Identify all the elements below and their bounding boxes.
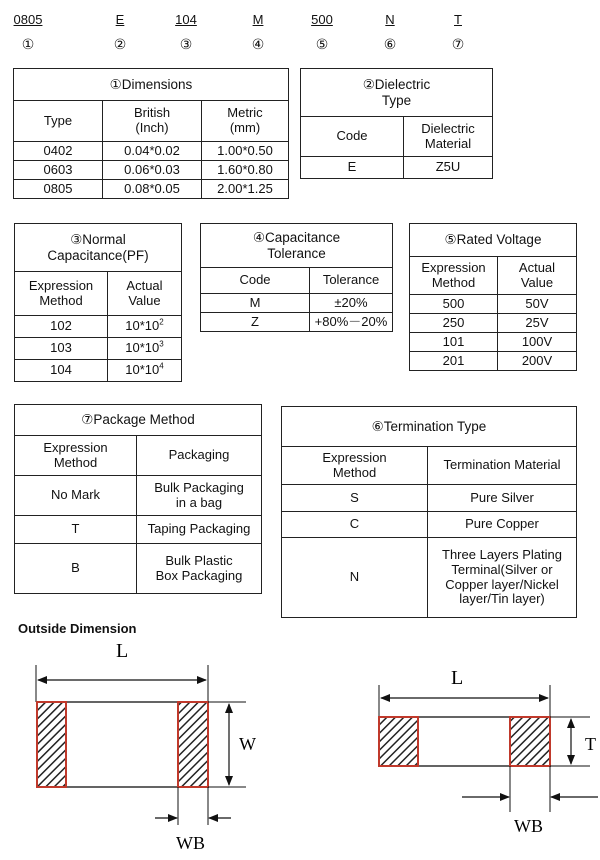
cell-packaging: Bulk Packaging in a bag [137,476,262,516]
col-expression: Expression Method [15,436,137,476]
cell-value: $10*10^4$ [108,360,182,382]
cell-expression: S [282,485,428,512]
part-code-marker: ⑤ [315,36,329,52]
part-code-segment: M [252,12,264,27]
tolerance-title: ④Capacitance Tolerance [201,224,393,268]
col-actual-value: Actual Value [498,257,577,295]
package-table [14,404,262,594]
cell-metric: 1.00*0.50 [202,142,289,161]
col-expression: Expression Method [410,257,498,295]
cell-type: 0603 [14,161,103,180]
cell-code: M [201,294,310,313]
cell-expression: B [15,544,137,594]
label-W: W [239,734,256,754]
col-packaging: Packaging [137,436,262,476]
cell-material: Pure Silver [428,485,577,512]
side-view-diagram [379,667,598,836]
col-metric: Metric (mm) [202,101,289,142]
cell-expression: C [282,512,428,538]
part-code-segment: 0805 [13,12,43,27]
label-T: T [585,734,596,754]
part-code-marker: ① [21,36,35,52]
cell-material: Z5U [404,157,493,179]
col-actual-value: Actual Value [108,272,182,316]
cell-value: 200V [498,352,577,371]
cell-metric: 2.00*1.25 [202,180,289,199]
right-electrode [510,717,550,766]
cell-expression: 101 [410,333,498,352]
cell-expression: N [282,538,428,618]
col-expression: Expression Method [15,272,108,316]
col-tolerance: Tolerance [310,268,393,294]
cell-expression: 500 [410,295,498,314]
cell-tolerance: +80%－20% [310,313,393,332]
cell-material: Three Layers Plating Terminal(Silver or Copper layer/Nickel layer/Tin layer) [428,538,577,618]
outside-dimension-title: Outside Dimension [18,621,137,636]
cell-expression: No Mark [15,476,137,516]
cell-code: E [301,157,404,179]
col-expression: Expression Method [282,447,428,485]
cell-value: 100V [498,333,577,352]
cell-expression: 102 [15,316,108,338]
cell-expression: 103 [15,338,108,360]
cell-british: 0.04*0.02 [103,142,202,161]
label-WB: WB [514,816,543,836]
voltage-title: ⑤Rated Voltage [410,224,577,257]
cell-code: Z [201,313,310,332]
voltage-table [409,223,577,371]
col-british: British (Inch) [103,101,202,142]
tolerance-table [200,223,393,332]
cell-material: Pure Copper [428,512,577,538]
cell-british: 0.06*0.03 [103,161,202,180]
part-code-marker: ⑦ [451,36,465,52]
cell-packaging: Taping Packaging [137,516,262,544]
dielectric-title: ②Dielectric Type [301,69,493,117]
part-code-marker: ④ [251,36,265,52]
part-code-segment: T [454,12,462,27]
dielectric-table [300,68,493,179]
cell-metric: 1.60*0.80 [202,161,289,180]
cell-type: 0805 [14,180,103,199]
cell-value: $10*10^3$ [108,338,182,360]
part-code-marker: ③ [179,36,193,52]
label-L: L [116,640,129,662]
part-code-marker: ② [113,36,127,52]
label-WB: WB [176,833,205,853]
termination-table [281,406,577,618]
col-type: Type [14,101,103,142]
cell-british: 0.08*0.05 [103,180,202,199]
cell-packaging: Bulk Plastic Box Packaging [137,544,262,594]
part-code-segment: E [115,12,125,27]
label-L: L [451,667,464,689]
dimensions-table [13,68,289,199]
cell-value: 50V [498,295,577,314]
cell-expression: 104 [15,360,108,382]
part-code-marker: ⑥ [383,36,397,52]
capacitance-table [14,223,182,382]
part-code-segment: N [385,12,395,27]
cell-value: 25V [498,314,577,333]
cell-tolerance: ±20% [310,294,393,313]
cell-expression: T [15,516,137,544]
dimensions-title: ①Dimensions [14,69,289,101]
left-electrode [379,717,418,766]
cell-expression: 201 [410,352,498,371]
part-code-segment: 104 [175,12,197,27]
cell-expression: 250 [410,314,498,333]
right-electrode [178,702,208,787]
col-material: Dielectric Material [404,117,493,157]
top-view-diagram [36,640,256,853]
package-title: ⑦Package Method [15,405,262,436]
col-code: Code [301,117,404,157]
cell-type: 0402 [14,142,103,161]
cell-value: $10*10^2$ [108,316,182,338]
col-code: Code [201,268,310,294]
col-termination-material: Termination Material [428,447,577,485]
capacitance-title: ③Normal Capacitance(PF) [15,224,182,272]
part-code-segment: 500 [311,12,333,27]
termination-title: ⑥Termination Type [282,407,577,447]
left-electrode [37,702,66,787]
